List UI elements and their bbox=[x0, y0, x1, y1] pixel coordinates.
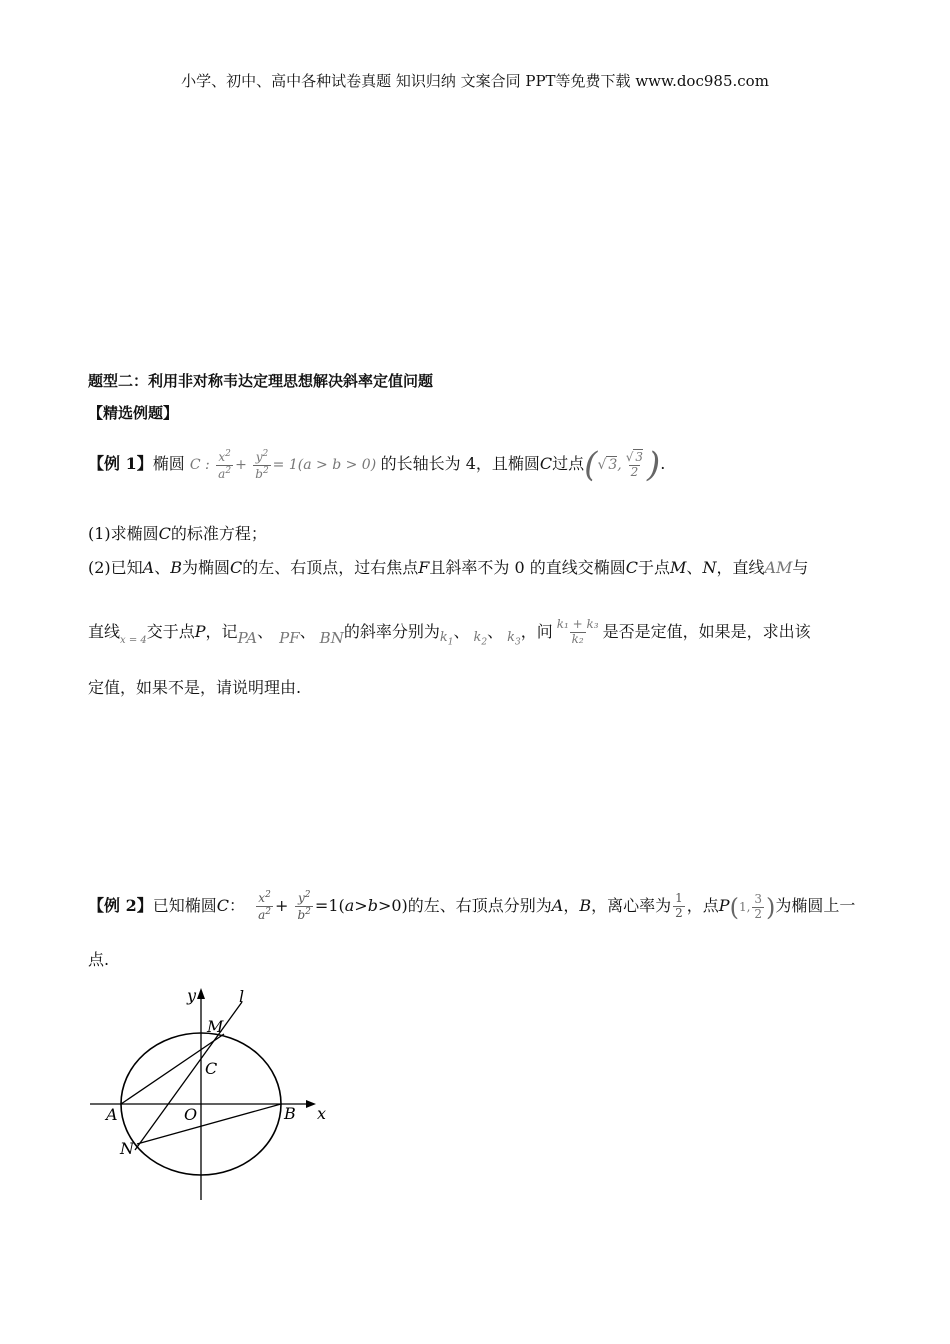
example2-statement bbox=[88, 890, 855, 923]
comma: ， bbox=[563, 895, 580, 915]
example1-statement bbox=[88, 445, 666, 485]
var-A: A bbox=[142, 558, 155, 577]
question-2 bbox=[88, 556, 808, 580]
exp: 2 bbox=[225, 448, 231, 459]
text: ，记 bbox=[205, 621, 238, 641]
text: 过点 bbox=[552, 454, 585, 473]
sub: 1 bbox=[447, 637, 454, 648]
line-NB bbox=[137, 1104, 281, 1144]
exp: 2 bbox=[265, 906, 271, 917]
section-title: 题型二：利用非对称韦达定理思想解决斜率定值问题 bbox=[88, 372, 434, 390]
var-P: P bbox=[194, 621, 206, 641]
formula-rhs: = 1(a > b > 0) bbox=[272, 457, 377, 473]
sep: 、 bbox=[299, 621, 316, 641]
var-C: C bbox=[158, 524, 171, 543]
label-O: O bbox=[184, 1105, 198, 1124]
label-y: y bbox=[187, 986, 197, 1005]
var-y: y bbox=[255, 449, 263, 464]
math-x4: x = 4 bbox=[120, 634, 147, 646]
sub: 3 bbox=[515, 637, 521, 648]
label-x: x bbox=[317, 1104, 327, 1123]
text: 交于点 bbox=[146, 621, 195, 641]
plus: + bbox=[274, 895, 289, 915]
text: 为椭圆上一 bbox=[775, 895, 856, 915]
math-k3: k bbox=[507, 629, 516, 645]
text: 的斜率分别为 bbox=[343, 621, 440, 641]
var-a: a bbox=[218, 466, 226, 481]
num: 3 bbox=[754, 892, 763, 906]
exp: 2 bbox=[225, 465, 232, 476]
math-AM: AM bbox=[764, 558, 793, 577]
text: 为椭圆 bbox=[182, 558, 231, 577]
var-a: a bbox=[258, 907, 266, 922]
example2-end: 点. bbox=[88, 950, 110, 969]
text: 1, bbox=[738, 899, 751, 914]
var-N: N bbox=[702, 558, 717, 577]
var-M: M bbox=[670, 558, 687, 577]
label-l: l bbox=[239, 987, 245, 1006]
text: ，点 bbox=[686, 895, 719, 915]
y-axis-arrow bbox=[197, 988, 205, 999]
exp: 2 bbox=[305, 906, 311, 917]
var-P: P bbox=[718, 895, 730, 915]
question-2-cont bbox=[88, 618, 811, 654]
sep: 、 bbox=[154, 558, 171, 577]
x-axis-arrow bbox=[306, 1100, 316, 1108]
den: 2 bbox=[754, 906, 763, 921]
den: 2 bbox=[630, 464, 639, 479]
var-F: F bbox=[418, 558, 430, 577]
sep: 、 bbox=[453, 621, 470, 641]
math-BN: BN bbox=[319, 628, 344, 647]
plus: + bbox=[235, 457, 247, 473]
text: =1( bbox=[314, 895, 345, 915]
sep: 、 bbox=[686, 558, 703, 577]
fraction-y bbox=[295, 890, 312, 923]
period: . bbox=[660, 454, 666, 473]
ellipse-formula bbox=[189, 448, 381, 481]
line-l bbox=[135, 1002, 242, 1150]
text: ，问 bbox=[520, 621, 553, 641]
var-y: y bbox=[297, 891, 305, 905]
var-A: A bbox=[551, 895, 564, 915]
text: 的左、右顶点分别为 bbox=[407, 895, 552, 915]
var-b: b bbox=[367, 895, 378, 915]
text: 的长轴长为 4，且椭圆 bbox=[380, 454, 540, 473]
ellipse-figure bbox=[80, 978, 350, 1208]
text: (1)求椭圆 bbox=[88, 524, 159, 543]
math-k2: k bbox=[473, 629, 482, 645]
text: 直线 bbox=[88, 621, 121, 641]
page-header: 小学、初中、高中各种试卷真题 知识归纳 文案合同 PPT等免费下载 www.doc985.com bbox=[181, 72, 769, 90]
label-N: N bbox=[120, 1139, 134, 1158]
formula-prefix: C : bbox=[189, 457, 210, 473]
question-1 bbox=[88, 522, 267, 546]
var-C: C bbox=[539, 454, 553, 473]
text: 的标准方程； bbox=[170, 524, 267, 543]
label-B: B bbox=[284, 1104, 296, 1123]
exp: 2 bbox=[262, 448, 269, 459]
math-k1: k bbox=[439, 629, 448, 645]
fraction-sqrt3-2: $\frac{√ 3}{2}$ bbox=[625, 449, 644, 479]
text: 的左、右顶点，过右焦点 bbox=[242, 558, 419, 577]
text: >0) bbox=[377, 895, 408, 915]
var-x: x bbox=[218, 449, 226, 464]
sub: 2 bbox=[481, 637, 488, 648]
fraction-x bbox=[256, 890, 273, 923]
text: 椭圆 bbox=[152, 454, 185, 473]
sep: 、 bbox=[487, 621, 504, 641]
var-b: b bbox=[297, 907, 306, 922]
var-B: B bbox=[170, 558, 183, 577]
gt: > bbox=[354, 895, 368, 915]
fraction-y bbox=[253, 449, 270, 482]
fraction-k bbox=[555, 618, 601, 647]
text: (2)已知 bbox=[88, 558, 143, 577]
fraction-x bbox=[216, 449, 233, 482]
point-coord: (√ 3, $\frac{√ 3}{2}$ ) bbox=[584, 445, 661, 485]
var-C: C bbox=[216, 895, 229, 915]
exp: 2 bbox=[262, 465, 269, 476]
math-PF: PF bbox=[279, 628, 300, 647]
text: 于点 bbox=[638, 558, 671, 577]
label-M: M bbox=[207, 1017, 224, 1036]
section-subtitle: 【精选例题】 bbox=[88, 404, 179, 422]
exp: 2 bbox=[304, 890, 311, 900]
colon: ： bbox=[228, 895, 245, 915]
var-x: x bbox=[258, 891, 266, 905]
den: k₂ bbox=[571, 631, 584, 646]
num: 3 bbox=[635, 449, 644, 464]
text: 已知椭圆 bbox=[152, 895, 217, 915]
den: 2 bbox=[675, 905, 683, 920]
text: 且斜率不为 0 的直线交椭圆 bbox=[429, 558, 626, 577]
text: ，离心率为 bbox=[591, 895, 672, 915]
exp: 2 bbox=[265, 890, 271, 900]
text: 是否是定值，如果是，求出该 bbox=[602, 621, 811, 641]
num: 1 bbox=[675, 891, 683, 905]
var-B: B bbox=[579, 895, 592, 915]
math-PA: PA bbox=[237, 628, 258, 647]
question-2-end: 定值，如果不是，请说明理由. bbox=[88, 678, 302, 697]
example2-label: 【例 2】 bbox=[88, 895, 153, 915]
sep: 、 bbox=[257, 621, 274, 641]
fraction-e bbox=[673, 892, 685, 921]
sqrt-3: 3 bbox=[608, 457, 618, 473]
text: ，直线 bbox=[716, 558, 765, 577]
example1-label: 【例 1】 bbox=[88, 454, 153, 473]
var-a: a bbox=[344, 895, 355, 915]
var-C: C bbox=[625, 558, 639, 577]
comma: , bbox=[617, 457, 622, 473]
label-A: A bbox=[106, 1105, 118, 1124]
num: k₁ + k₃ bbox=[556, 617, 599, 631]
text: 与 bbox=[792, 558, 809, 577]
var-C: C bbox=[230, 558, 243, 577]
label-C: C bbox=[205, 1059, 218, 1078]
var-b: b bbox=[255, 466, 263, 481]
point-P: (1, $\frac{3}{2}$ ) bbox=[729, 892, 776, 922]
